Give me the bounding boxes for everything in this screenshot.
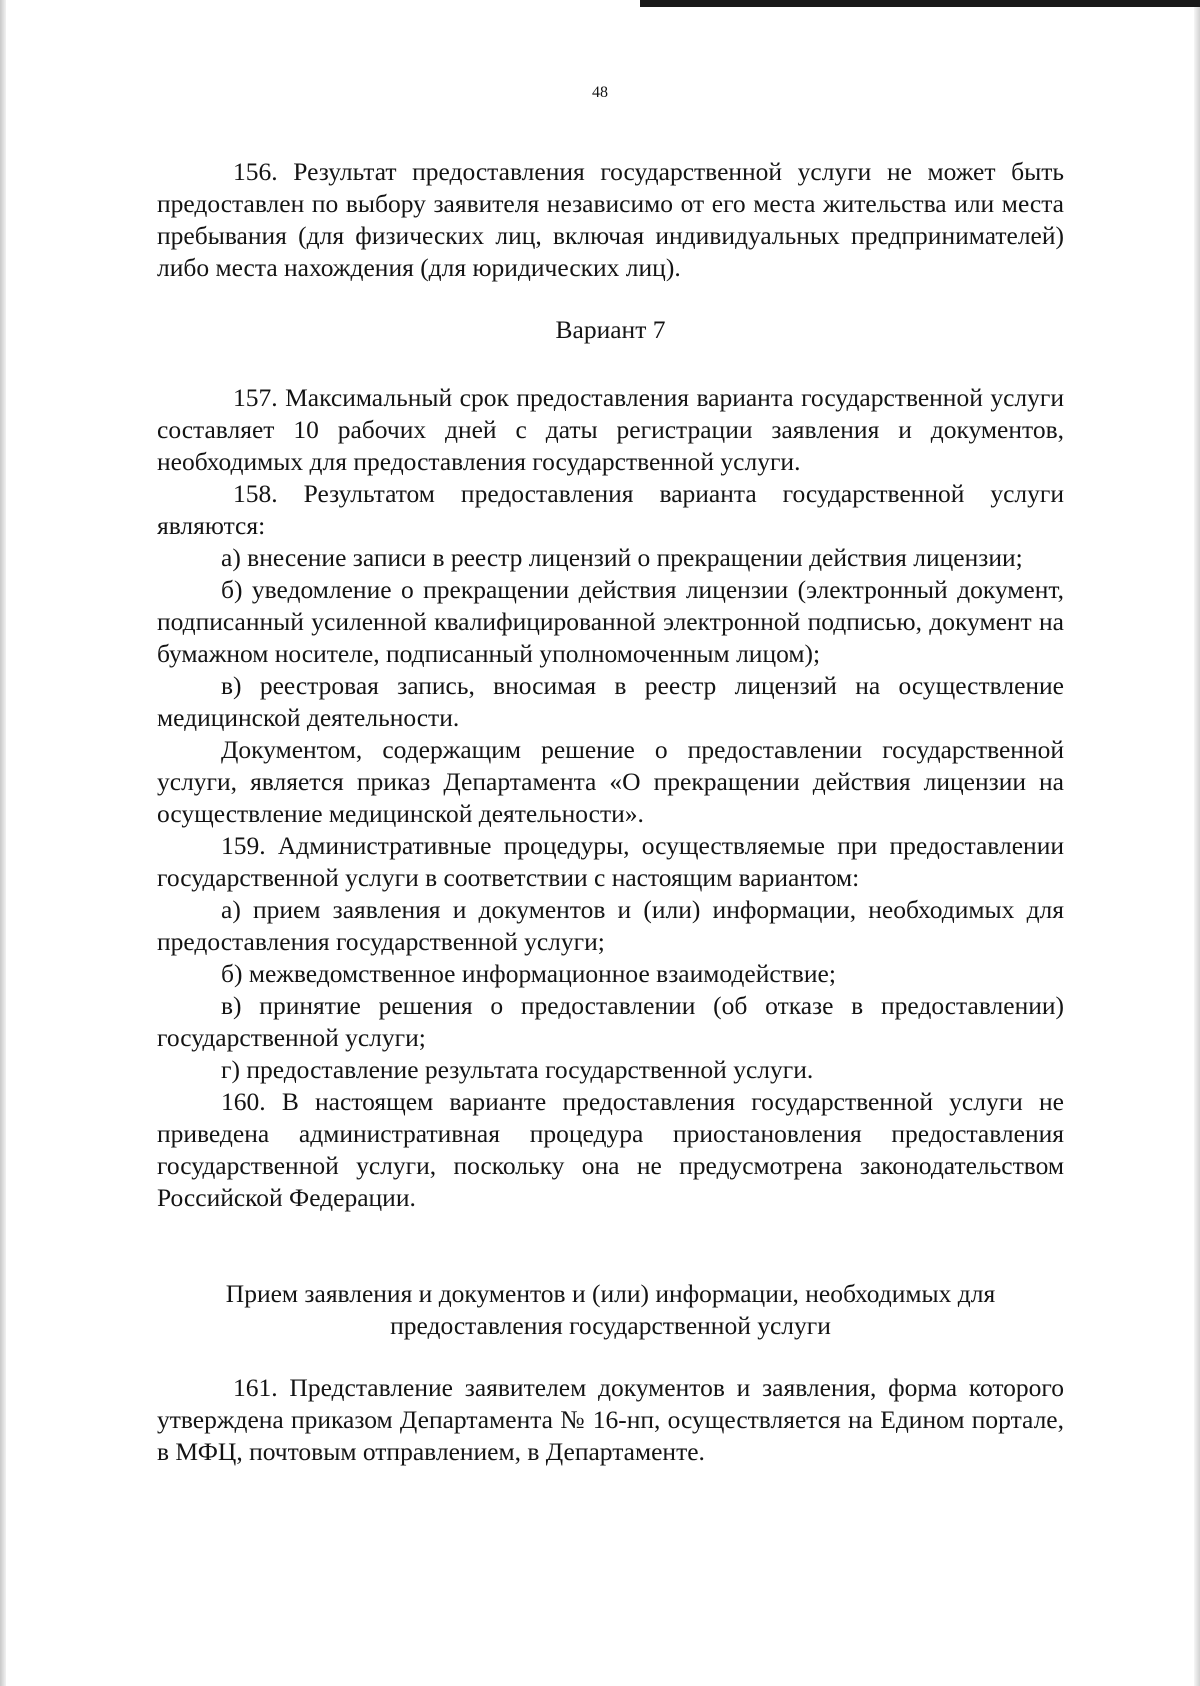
page-number: 48 [592,84,608,101]
paragraph-159-c: в) принятие решения о предоставлении (об отказе в предоставлении) государственной услуги; [157,991,1064,1052]
paragraph-158-b: б) уведомление о прекращении действия лицензии (электронный документ, подписанный усиленной квалифицированной электронной подписью, документ на бумажном носителе, подписанный уполномоченным лицом); [157,575,1064,668]
paragraph-159-a: а) прием заявления и документов и (или) информации, необходимых для предоставления государственной услуги; [157,895,1064,956]
scan-edge-left [0,0,6,1686]
paragraph-158-c: в) реестровая запись, вносимая в реестр лицензий на осуществление медицинской деятельности. [157,671,1064,732]
paragraph-161: 161. Представление заявителем документов и заявления, форма которого утверждена приказом Департамента № 16-нп, осуществляется на Едином портале, в МФЦ, почтовым отправлением, в Департаменте. [157,1373,1064,1466]
scan-edge-right [1194,0,1200,1686]
paragraph-159-b: б) межведомственное информационное взаимодействие; [221,959,836,988]
paragraph-160: 160. В настоящем варианте предоставления государственной услуги не приведена административная процедура приостановления предоставления государственной услуги, поскольку она не предусмотрена законодательством Российской Федерации. [157,1087,1064,1212]
document-body [157,156,1064,1468]
paragraph-159: 159. Административные процедуры, осуществляемые при предоставлении государственной услуги в соответствии с настоящим вариантом: [157,831,1064,892]
paragraph-158-a: а) внесение записи в реестр лицензий о прекращении действия лицензии; [221,543,1023,572]
paragraph-159-d: г) предоставление результата государственной услуги. [221,1055,814,1084]
scan-top-rule [640,0,1200,7]
section-heading: Прием заявления и документов и (или) информации, необходимых для предоставления государственной услуги [225,1279,996,1340]
paragraph-156: 156. Результат предоставления государственной услуги не может быть предоставлен по выбору заявителя независимо от его места жительства или места пребывания (для физических лиц, включая индивидуальных предпринимателей) либо места нахождения (для юридических лиц). [157,157,1064,282]
heading-variant-7: Вариант 7 [555,315,666,344]
paragraph-158: 158. Результатом предоставления варианта государственной услуги являются: [157,479,1064,540]
paragraph-158-document: Документом, содержащим решение о предоставлении государственной услуги, является приказ Департамента «О прекращении действия лицензии на осуществление медицинской деятельности». [157,735,1064,828]
paragraph-157: 157. Максимальный срок предоставления варианта государственной услуги составляет 10 рабочих дней с даты регистрации заявления и документов, необходимых для предоставления государственной услуги. [157,383,1064,476]
